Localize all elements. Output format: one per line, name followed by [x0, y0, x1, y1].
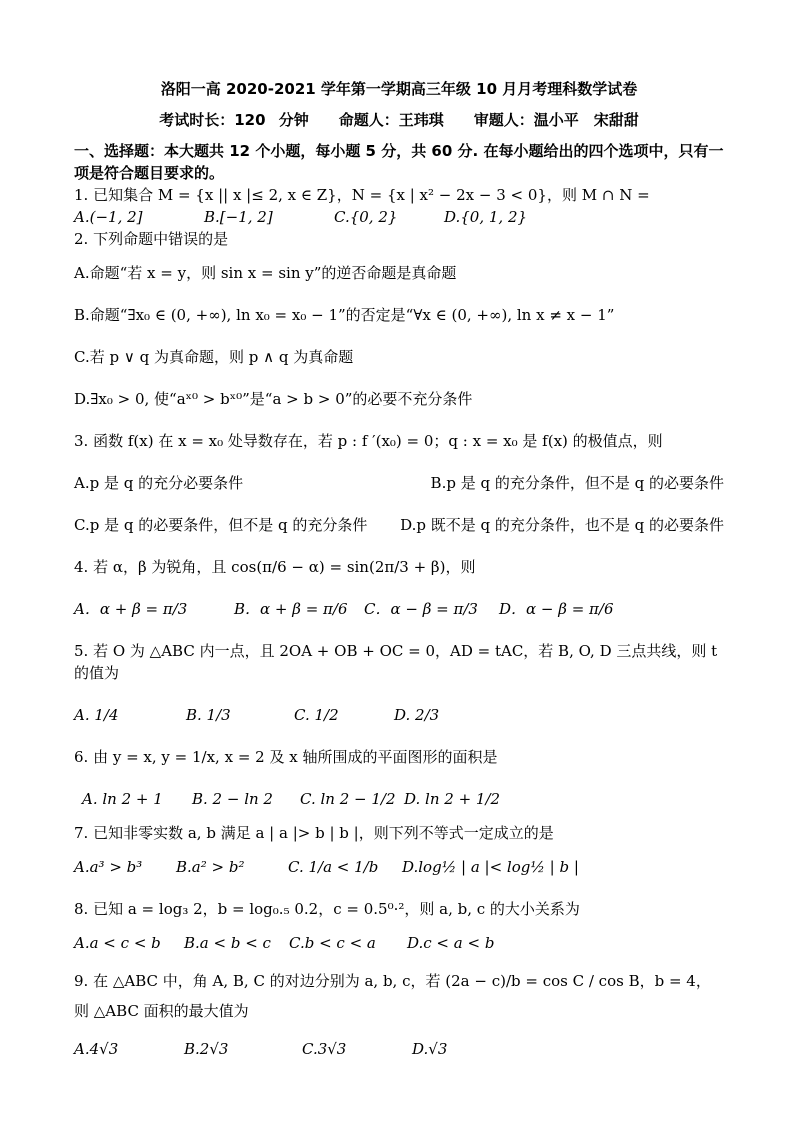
q3-option-c: C.p 是 q 的必要条件，但不是 q 的充分条件 — [74, 516, 368, 534]
question-4-stem: 4. 若 α，β 为锐角，且 cos(π/6 − α) = sin(2π/3 + β)，则 — [74, 558, 476, 576]
q6-option-c: C. ln 2 − 1/2 — [300, 790, 396, 808]
q2-option-a: A.命题“若 x = y，则 sin x = sin y”的逆否命题是真命题 — [74, 264, 457, 282]
question-7-options — [74, 856, 724, 878]
q8-option-d: D.c < a < b — [407, 934, 495, 952]
q1-option-c: C.{0, 2} — [334, 208, 398, 226]
question-1-stem: 1. 已知集合 M = {x || x |≤ 2, x ∈ Z}，N = {x | x² − 2x − 3 < 0}，则 M ∩ N = — [74, 186, 650, 204]
question-1-options — [74, 206, 724, 228]
question-3-stem: 3. 函数 f(x) 在 x = x₀ 处导数存在，若 p : f ′(x₀) = 0；q : x = x₀ 是 f(x) 的极值点，则 — [74, 432, 663, 450]
q2-option-b: B.命题“∃x₀ ∈ (0, +∞), ln x₀ = x₀ − 1”的否定是“∀x ∈ (0, +∞), ln x ≠ x − 1” — [74, 306, 615, 324]
q7-option-a: A.a³ > b³ — [74, 858, 143, 876]
q3-option-b: B.p 是 q 的充分条件，但不是 q 的必要条件 — [430, 474, 724, 492]
question-5-stem: 5. 若 O 为 △ABC 内一点，且 2OA + OB + OC = 0，AD = tAC，若 B, O, D 三点共线，则 t 的值为 — [74, 642, 718, 682]
q4-option-b: B．α + β = π/6 — [234, 600, 348, 618]
q7-option-c: C. 1/a < 1/b — [288, 858, 379, 876]
question-8-options — [74, 932, 724, 954]
q8-option-a: A.a < c < b — [74, 934, 161, 952]
q5-option-b: B. 1/3 — [186, 706, 231, 724]
q9-option-a: A.4√3 — [74, 1040, 119, 1058]
q1-option-d: D.{0, 1, 2} — [444, 208, 528, 226]
q4-option-a: A．α + β = π/3 — [74, 600, 188, 618]
q6-option-a: A. ln 2 + 1 — [82, 790, 163, 808]
question-7-stem: 7. 已知非零实数 a, b 满足 a | a |> b | b |，则下列不等式一定成立的是 — [74, 824, 554, 842]
question-9-stem: 9. 在 △ABC 中，角 A, B, C 的对边分别为 a, b, c，若 (2a − c)/b = cos C / cos B，b = 4，则 △ABC 面积的最大值为 — [74, 972, 711, 1020]
q8-option-b: B.a < b < c — [184, 934, 271, 952]
question-6-stem: 6. 由 y = x, y = 1/x, x = 2 及 x 轴所围成的平面图形的面积是 — [74, 748, 498, 766]
q9-option-c: C.3√3 — [302, 1040, 347, 1058]
exam-subtitle: 考试时长：120 分钟 命题人：王玮琪 审题人：温小平 宋甜甜 — [159, 111, 639, 129]
section-heading: 一、选择题：本大题共 12 个小题，每小题 5 分，共 60 分. 在每小题给出的四个选项中，只有一项是符合题目要求的。 — [74, 142, 724, 182]
question-5-options — [74, 704, 724, 726]
q3-option-a: A.p 是 q 的充分必要条件 — [74, 474, 244, 492]
q9-option-b: B.2√3 — [184, 1040, 229, 1058]
q5-option-a: A. 1/4 — [74, 706, 119, 724]
q6-option-d: D. ln 2 + 1/2 — [404, 790, 501, 808]
q4-option-c: C．α − β = π/3 — [364, 600, 478, 618]
question-2-stem: 2. 下列命题中错误的是 — [74, 230, 229, 248]
question-3-options-row2 — [74, 514, 724, 536]
question-4-options — [74, 598, 724, 620]
q4-option-d: D．α − β = π/6 — [499, 600, 614, 618]
q9-option-d: D.√3 — [412, 1040, 448, 1058]
q1-option-a: A.(−1, 2] — [74, 208, 143, 226]
question-6-options — [74, 788, 724, 810]
q7-option-b: B.a² > b² — [176, 858, 245, 876]
q2-option-d: D.∃x₀ > 0, 使“aˣ⁰ > bˣ⁰”是“a > b > 0”的必要不充分条件 — [74, 390, 473, 408]
q5-option-c: C. 1/2 — [294, 706, 339, 724]
q3-option-d: D.p 既不是 q 的充分条件，也不是 q 的必要条件 — [400, 516, 724, 534]
q7-option-d: D.log½ | a |< log½ | b | — [402, 858, 579, 876]
question-3-options-row1 — [74, 472, 724, 494]
exam-title: 洛阳一高 2020-2021 学年第一学期高三年级 10 月月考理科数学试卷 — [160, 80, 638, 98]
q6-option-b: B. 2 − ln 2 — [192, 790, 273, 808]
q1-option-b: B.[−1, 2] — [204, 208, 273, 226]
q5-option-d: D. 2/3 — [394, 706, 440, 724]
q8-option-c: C.b < c < a — [289, 934, 376, 952]
question-9-options — [74, 1038, 724, 1060]
q2-option-c: C.若 p ∨ q 为真命题，则 p ∧ q 为真命题 — [74, 348, 354, 366]
question-8-stem: 8. 已知 a = log₃ 2，b = log₀.₅ 0.2，c = 0.5⁰·²，则 a, b, c 的大小关系为 — [74, 900, 580, 918]
